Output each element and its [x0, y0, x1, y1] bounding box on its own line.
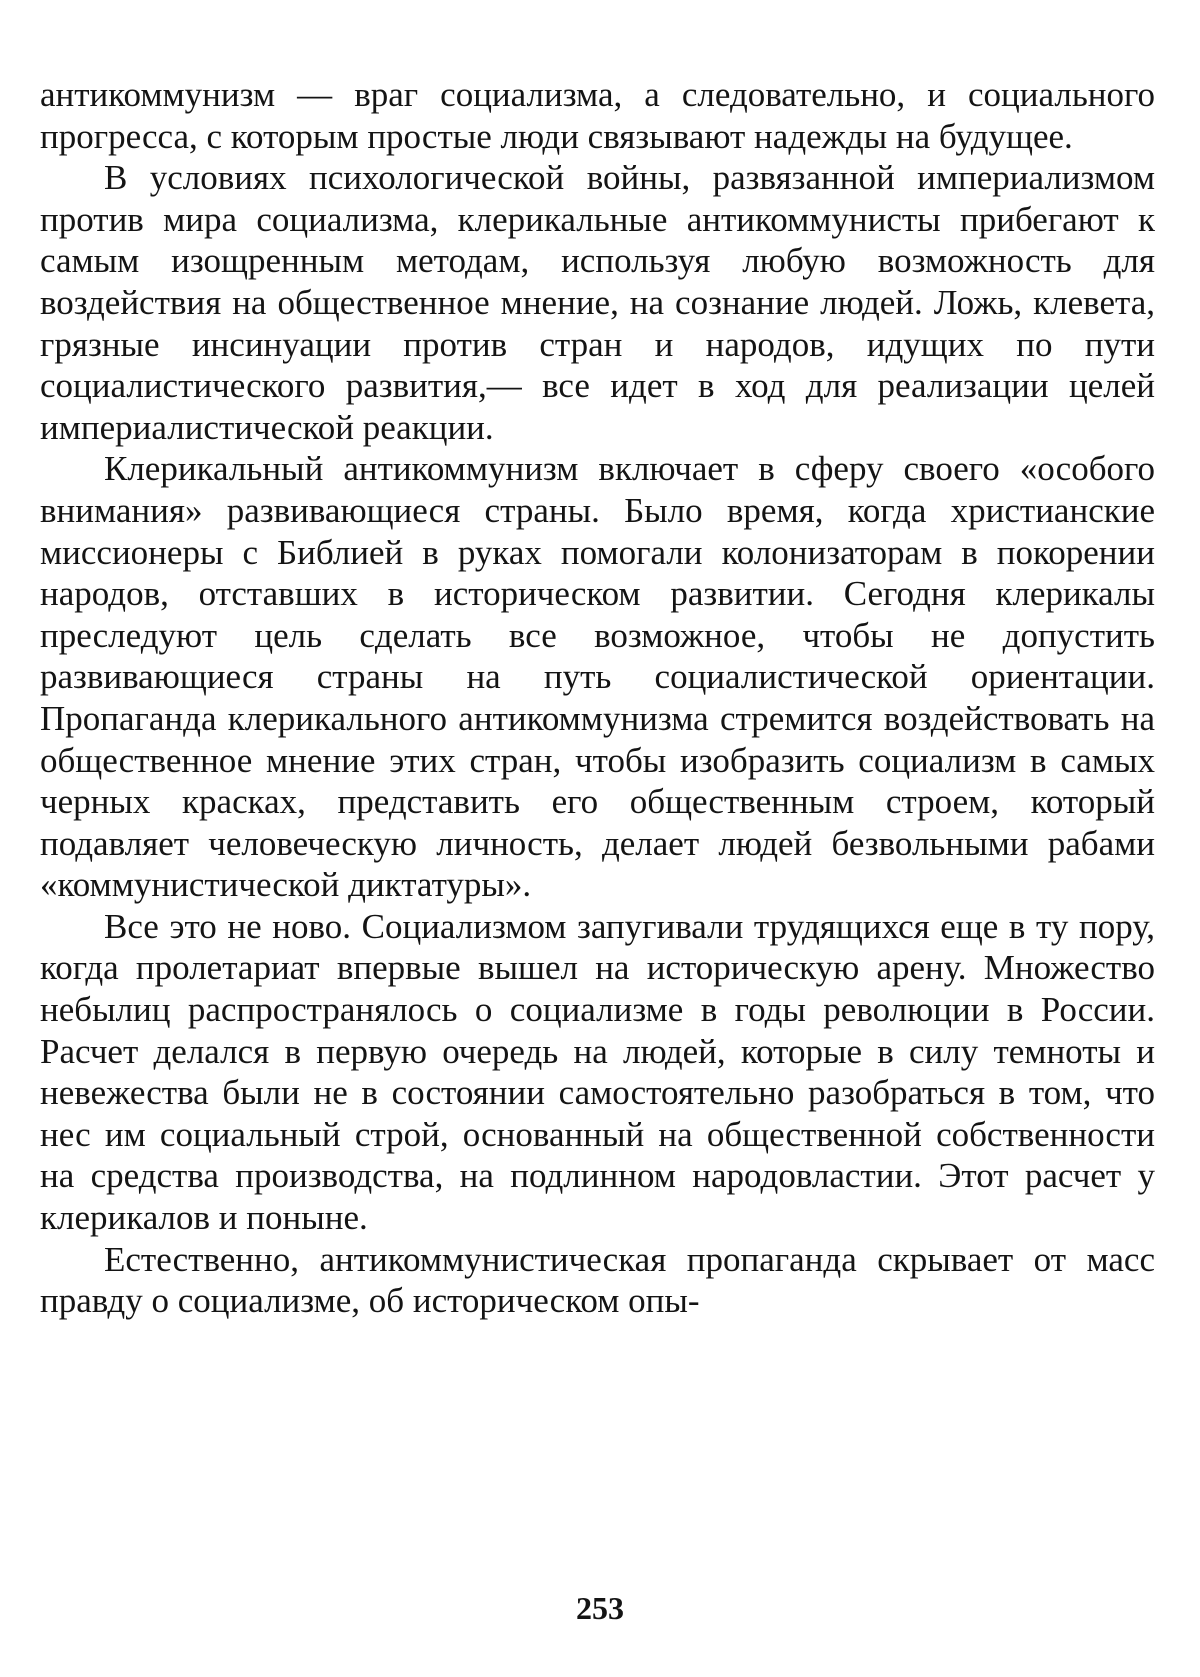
paragraph-2: В условиях психологической войны, развязанной империализмом против мира социализма, клерикальные антикоммунисты прибегают к самым изощренным методам, используя любую возможность для воздействия на общественное мнение, на сознание людей. Ложь, клевета, грязные инсинуации против стран и народов, идущих по пути социалистического развития,— все идет в ход для реализации целей империалистической реакции.: [40, 158, 1155, 447]
page-number: 253: [576, 1590, 624, 1626]
paragraph-1: антикоммунизм — враг социализма, а следовательно, и социального прогресса, с которым простые люди связывают надежды на будущее.: [40, 75, 1155, 156]
paragraph-5: Естественно, антикоммунистическая пропаганда скрывает от масс правду о социализме, об историческом опы-: [40, 1239, 1155, 1321]
paragraph-4: Все это не ново. Социализмом запугивали трудящихся еще в ту пору, когда пролетариат впервые вышел на историческую арену. Множество небылиц распространялось о социализме в годы революции в России. Расчет делался в первую очередь на людей, которые в силу темноты и невежества были не в состоянии самостоятельно разобраться в том, что нес им социальный строй, основанный на общественной собственности на средства производства, на подлинном народовластии. Этот расчет у клерикалов и поныне.: [40, 906, 1155, 1238]
paragraph-3: Клерикальный антикоммунизм включает в сферу своего «особого внимания» развивающиеся страны. Было время, когда христианские миссионеры с Библией в руках помогали колонизаторам в покорении народов, отставших в историческом развитии. Сегодня клерикалы преследуют цель сделать все возможное, чтобы не допустить развивающиеся страны на путь социалистической ориентации. Пропаганда клерикального антикоммунизма стремится воздействовать на общественное мнение этих стран, чтобы изобразить социализм в самых черных красках, представить его общественным строем, который подавляет человеческую личность, делает людей безвольными рабами «коммунистической диктатуры».: [40, 449, 1155, 905]
page-body: [40, 74, 1155, 1322]
